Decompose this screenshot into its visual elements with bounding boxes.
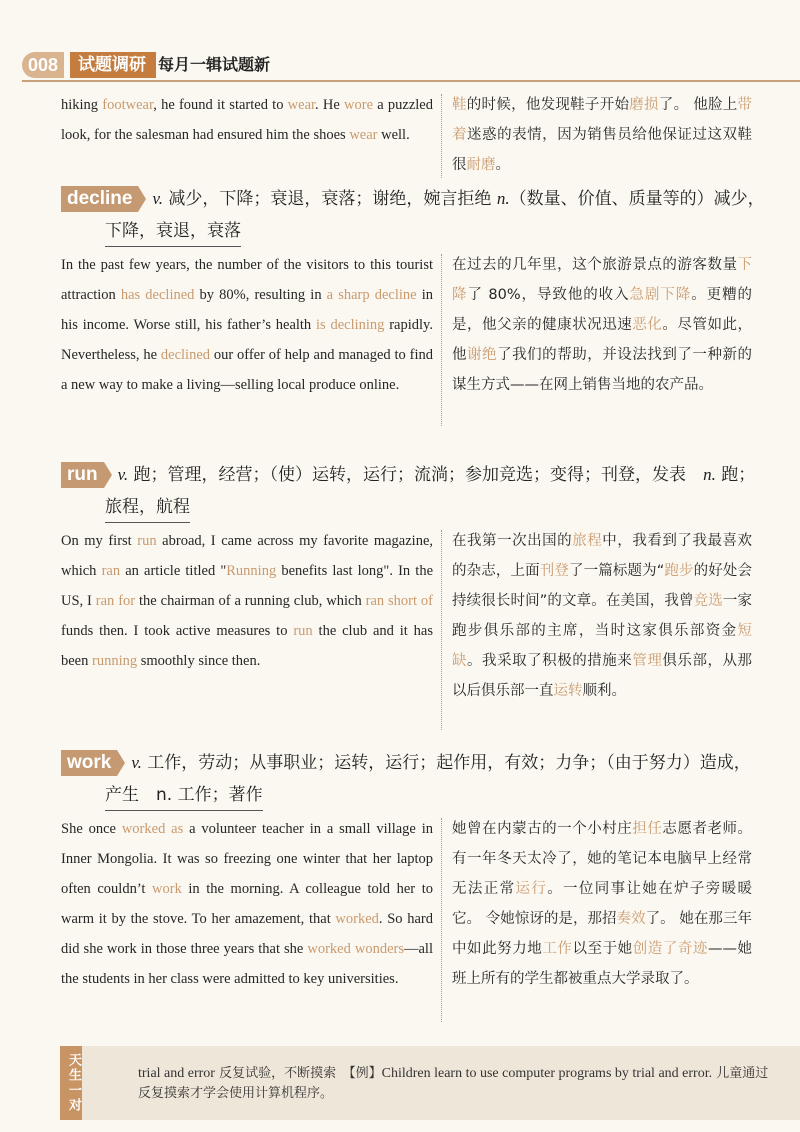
text-segment: 了。 他脸上 — [658, 97, 738, 113]
highlighted-phrase: 谢绝 — [467, 347, 498, 363]
definition-line: work v. 工作，劳动；从事职业；运转，运行；起作用，有效；力争；（由于努力）造成， — [61, 748, 761, 778]
example-tag: 【例】 — [349, 1066, 382, 1081]
headword-badge: decline — [61, 186, 138, 212]
definition-continuation: 下降，衰退，衰落 — [105, 216, 241, 247]
text-segment: 了一篇标题为“ — [569, 563, 665, 579]
text-segment: 了。 她在那三年中如此努力地 — [452, 911, 753, 957]
text-segment: 。 — [495, 157, 510, 173]
intro-english-paragraph — [61, 90, 433, 150]
entry-work-header — [61, 748, 761, 811]
entry-run-header — [61, 460, 761, 523]
text-segment: . So hard did she work in those three years that she — [61, 911, 433, 957]
highlighted-phrase: work — [152, 881, 182, 897]
text-segment: well. — [377, 127, 410, 143]
example-english-paragraph — [61, 250, 433, 400]
text-segment: On my first — [61, 533, 138, 549]
text-segment: rapidly. Nevertheless, he — [61, 317, 433, 363]
text-segment: 的好处会持续很长时间”的文章。在美国，我曾 — [452, 563, 753, 609]
example-chinese-paragraph — [452, 526, 752, 706]
text-segment: in his income. Worse still, his father’s health — [61, 287, 433, 333]
text-segment: 在过去的几年里，这个旅游景点的游客数量 — [452, 257, 738, 273]
text-segment: 在我第一次出国的 — [452, 533, 573, 549]
text-segment: 。我采取了积极的措施来 — [467, 653, 633, 669]
text-segment: 的时候，他发现鞋子开始 — [466, 97, 630, 113]
definition-line: decline v. 减少，下降；衰退，衰落；谢绝，婉言拒绝 n.（数量、价值、质量等的）减少， — [61, 184, 761, 214]
text-segment: In the past few years, the number of the visitors to this tourist attraction — [61, 257, 433, 303]
text-segment: our offer of help and managed to find a new way to make a living—selling local produce online. — [61, 347, 433, 393]
definition-continuation: 旅程，航程 — [105, 492, 190, 523]
definition-line: run v. 跑；管理，经营；（使）运转，运行；流淌；参加竞选；变得；刊登，发表 n. 跑； — [61, 460, 761, 490]
highlighted-phrase: running — [92, 653, 138, 669]
example-english-paragraph — [61, 814, 433, 994]
highlighted-phrase: 奏效 — [616, 911, 646, 927]
highlighted-phrase: ran — [101, 563, 121, 579]
highlighted-phrase: run — [293, 623, 313, 639]
text-segment: 志愿者老师。有一年冬天太冷了，她的笔记本电脑早上经常无法正常 — [452, 821, 753, 897]
highlighted-phrase: 下降 — [452, 257, 752, 303]
highlighted-phrase: 短缺 — [452, 623, 752, 669]
highlighted-phrase: wear — [349, 127, 378, 143]
highlighted-phrase: 跑步 — [664, 563, 694, 579]
highlighted-phrase: 工作 — [542, 941, 573, 957]
highlighted-phrase: 急剧下降 — [629, 287, 692, 303]
text-segment: 一家跑步俱乐部的主席，当时这家俱乐部资金 — [452, 593, 752, 639]
entry-decline-header — [61, 184, 765, 247]
page-number: 008 — [22, 52, 64, 78]
column-divider — [441, 818, 442, 1022]
highlighted-phrase: worked — [335, 911, 379, 927]
highlighted-phrase: 刊登 — [539, 563, 569, 579]
footer-tip-box — [60, 1046, 800, 1120]
highlighted-phrase: a sharp decline — [326, 287, 417, 303]
highlighted-phrase: footwear — [102, 97, 154, 113]
highlighted-phrase: 管理 — [632, 653, 663, 669]
text-segment: , he found it started to — [153, 97, 288, 113]
example-english: Children learn to use computer programs by trial and error. — [381, 1066, 713, 1081]
text-segment: a volunteer teacher in a small village in Inner Mongolia. It was so freezing one winter that her laptop often couldn’t — [61, 821, 433, 897]
text-segment: 顺利。 — [582, 683, 626, 699]
highlighted-phrase: wear — [287, 97, 316, 113]
highlighted-phrase: ran for — [95, 593, 136, 609]
highlighted-phrase: has declined — [120, 287, 195, 303]
highlighted-phrase: 旅程 — [572, 533, 603, 549]
text-segment: the chairman of a running club, which — [135, 593, 366, 609]
highlighted-phrase: ran short of — [365, 593, 434, 609]
header-rule — [22, 80, 800, 82]
column-divider — [441, 254, 442, 426]
text-segment: smoothly since then. — [137, 653, 261, 669]
text-segment: 。更糟的是，他父亲的健康状况迅速 — [452, 287, 753, 333]
example-english-paragraph — [61, 526, 433, 676]
text-segment: . He — [315, 97, 345, 113]
highlighted-phrase: 运行 — [515, 881, 548, 897]
text-segment: hiking — [61, 97, 103, 113]
footer-tip-text — [138, 1064, 778, 1104]
highlighted-phrase: worked as — [121, 821, 184, 837]
text-segment: by 80%, resulting in — [194, 287, 327, 303]
text-segment: 了我们的帮助，并设法找到了一种新的谋生方式——在网上销售当地的农产品。 — [452, 347, 753, 393]
column-divider — [441, 530, 442, 730]
text-segment: funds then. I took active measures to — [61, 623, 294, 639]
highlighted-phrase: 运转 — [553, 683, 583, 699]
column-divider — [441, 94, 442, 178]
phrase: trial and error — [138, 1066, 215, 1081]
text-segment: benefits last long". In the US, I — [61, 563, 434, 609]
highlighted-phrase: 耐磨 — [466, 157, 496, 173]
text-segment: 她曾在内蒙古的一个小村庄 — [452, 821, 633, 837]
highlighted-phrase: wore — [344, 97, 374, 113]
example-chinese-paragraph — [452, 814, 752, 994]
header-subtitle: 每月一辑试题新 — [158, 55, 271, 74]
definition-continuation: 产生 n. 工作；著作 — [105, 780, 263, 811]
headword-badge: run — [61, 462, 104, 488]
highlighted-phrase: 磨损 — [629, 97, 659, 113]
highlighted-phrase: 创造了奇迹 — [632, 941, 708, 957]
highlighted-phrase: is declining — [315, 317, 385, 333]
intro-chinese-paragraph — [452, 90, 752, 180]
text-segment: the club and it has been — [61, 623, 433, 669]
example-chinese: 儿童通过反复摸索才学会使用计算机程序。 — [138, 1066, 769, 1101]
text-segment: 俱乐部，从那以后俱乐部一直 — [452, 653, 753, 699]
highlighted-phrase: 带着 — [452, 97, 753, 143]
text-segment: abroad, I came across my favorite magazine, which — [61, 533, 434, 579]
text-segment: —all the students in her class were admitted to key universities. — [61, 941, 433, 987]
text-segment: 了 80%，导致他的收入 — [467, 287, 630, 303]
highlighted-phrase: Running — [226, 563, 277, 579]
example-chinese-paragraph — [452, 250, 752, 400]
highlighted-phrase: 竞选 — [693, 593, 723, 609]
text-segment: in the morning. A colleague told her to warm it by the stove. To her amazement, that — [61, 881, 433, 927]
footer-tab-label: 天生一对 — [60, 1046, 82, 1120]
section-title: 试题调研 — [70, 52, 156, 78]
headword-badge: work — [61, 750, 117, 776]
text-segment: an article titled " — [120, 563, 227, 579]
highlighted-phrase: run — [137, 533, 157, 549]
text-segment: She once — [61, 821, 122, 837]
text-segment: 中，我看到了我最喜欢的杂志，上面 — [452, 533, 753, 579]
text-segment: a puzzled look, for the salesman had ensured him the shoes — [61, 97, 433, 143]
page-header — [0, 44, 800, 90]
text-segment: 迷惑的表情，因为销售员给他保证过这双鞋很 — [452, 127, 753, 173]
phrase-meaning: 反复试验，不断摸索 — [214, 1066, 350, 1081]
highlighted-phrase: 担任 — [632, 821, 663, 837]
text-segment: ——她班上所有的学生都被重点大学录取了。 — [452, 941, 753, 987]
text-segment: 。一位同事让她在炉子旁暖暖它。 令她惊讶的是，那招 — [452, 881, 753, 927]
text-segment: 以至于她 — [572, 941, 633, 957]
highlighted-phrase: 鞋 — [452, 97, 467, 113]
highlighted-phrase: worked wonders — [307, 941, 404, 957]
text-segment: 。尽管如此，他 — [452, 317, 753, 363]
highlighted-phrase: declined — [160, 347, 211, 363]
highlighted-phrase: 恶化 — [632, 317, 663, 333]
